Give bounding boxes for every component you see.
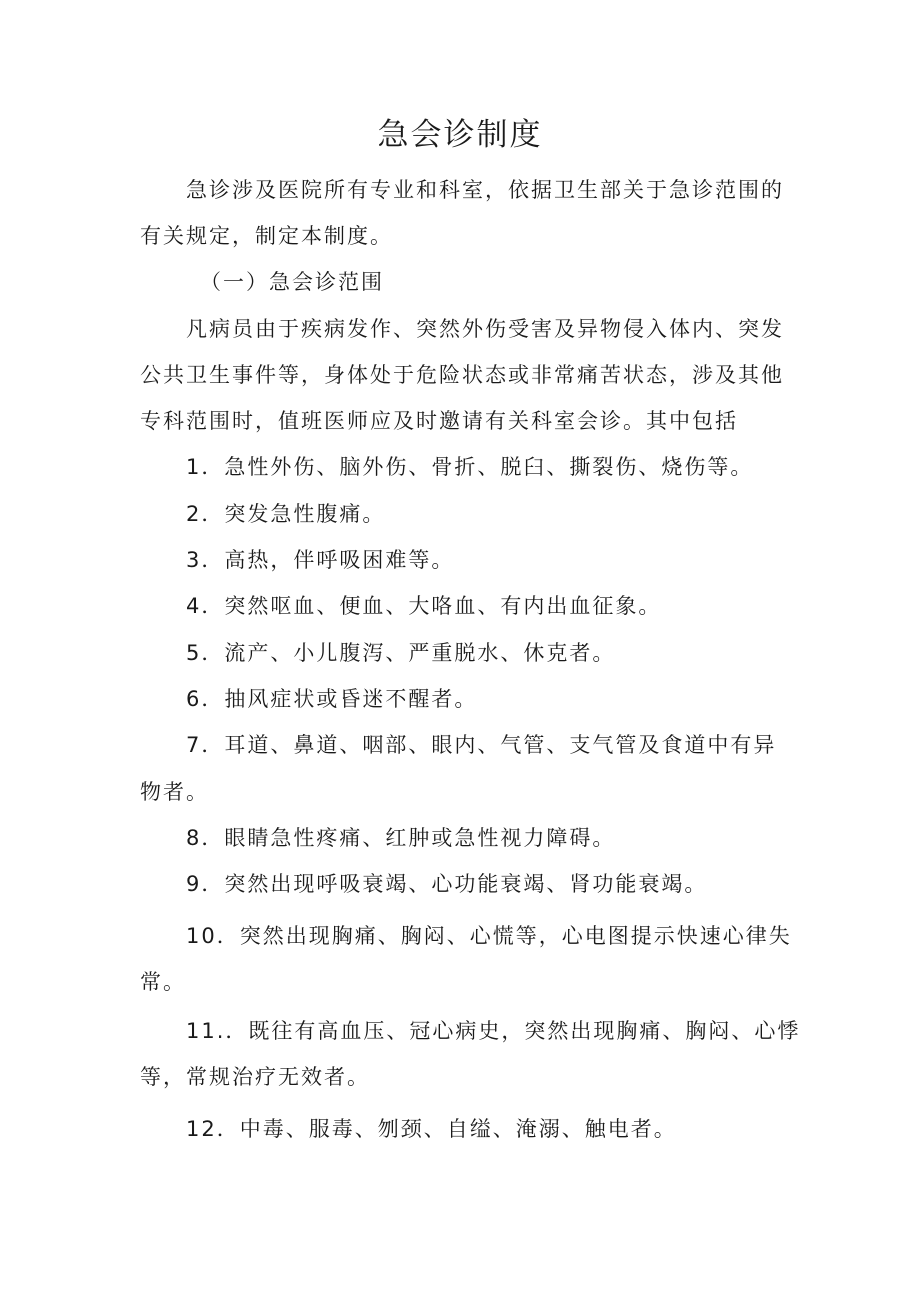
list-item-12: 12．中毒、服毒、刎颈、自缢、淹溺、触电者。	[186, 1117, 677, 1141]
list-item-11-continuation: 等，常规治疗无效者。	[140, 1065, 370, 1089]
list-item-4: 4．突然呕血、便血、大咯血、有内出血征象。	[186, 594, 662, 618]
list-item-2: 2．突发急性腹痛。	[186, 502, 386, 526]
intro-line-2: 有关规定，制定本制度。	[140, 224, 393, 248]
scope-line-3: 专科范围时，值班医师应及时邀请有关科室会诊。其中包括	[140, 409, 738, 433]
list-item-10-continuation: 常。	[140, 970, 186, 994]
list-item-5: 5．流产、小儿腹泻、严重脱水、休克者。	[186, 641, 616, 665]
list-item-1: 1．急性外伤、脑外伤、骨折、脱臼、撕裂伤、烧伤等。	[186, 455, 754, 479]
intro-line-1: 急诊涉及医院所有专业和科室，依据卫生部关于急诊范围的	[186, 178, 784, 202]
scope-line-2: 公共卫生事件等，身体处于危险状态或非常痛苦状态，涉及其他	[140, 363, 784, 387]
list-item-11: 11.．既往有高血压、冠心病史，突然出现胸痛、胸闷、心悸	[186, 1019, 801, 1043]
list-item-7: 7．耳道、鼻道、咽部、眼内、气管、支气管及食道中有异	[186, 733, 777, 757]
list-item-6: 6．抽风症状或昏迷不醒者。	[186, 687, 478, 711]
list-item-8: 8．眼睛急性疼痛、红肿或急性视力障碍。	[186, 826, 616, 850]
list-item-9: 9．突然出现呼吸衰竭、心功能衰竭、肾功能衰竭。	[186, 872, 708, 896]
document-title: 急会诊制度	[377, 117, 543, 153]
section-heading-scope: （一）急会诊范围	[200, 270, 384, 294]
list-item-10: 10．突然出现胸痛、胸闷、心慌等，心电图提示快速心律失	[186, 924, 792, 948]
scope-line-1: 凡病员由于疾病发作、突然外伤受害及异物侵入体内、突发	[186, 317, 784, 341]
list-item-7-continuation: 物者。	[140, 780, 209, 804]
list-item-3: 3．高热，伴呼吸困难等。	[186, 548, 455, 572]
